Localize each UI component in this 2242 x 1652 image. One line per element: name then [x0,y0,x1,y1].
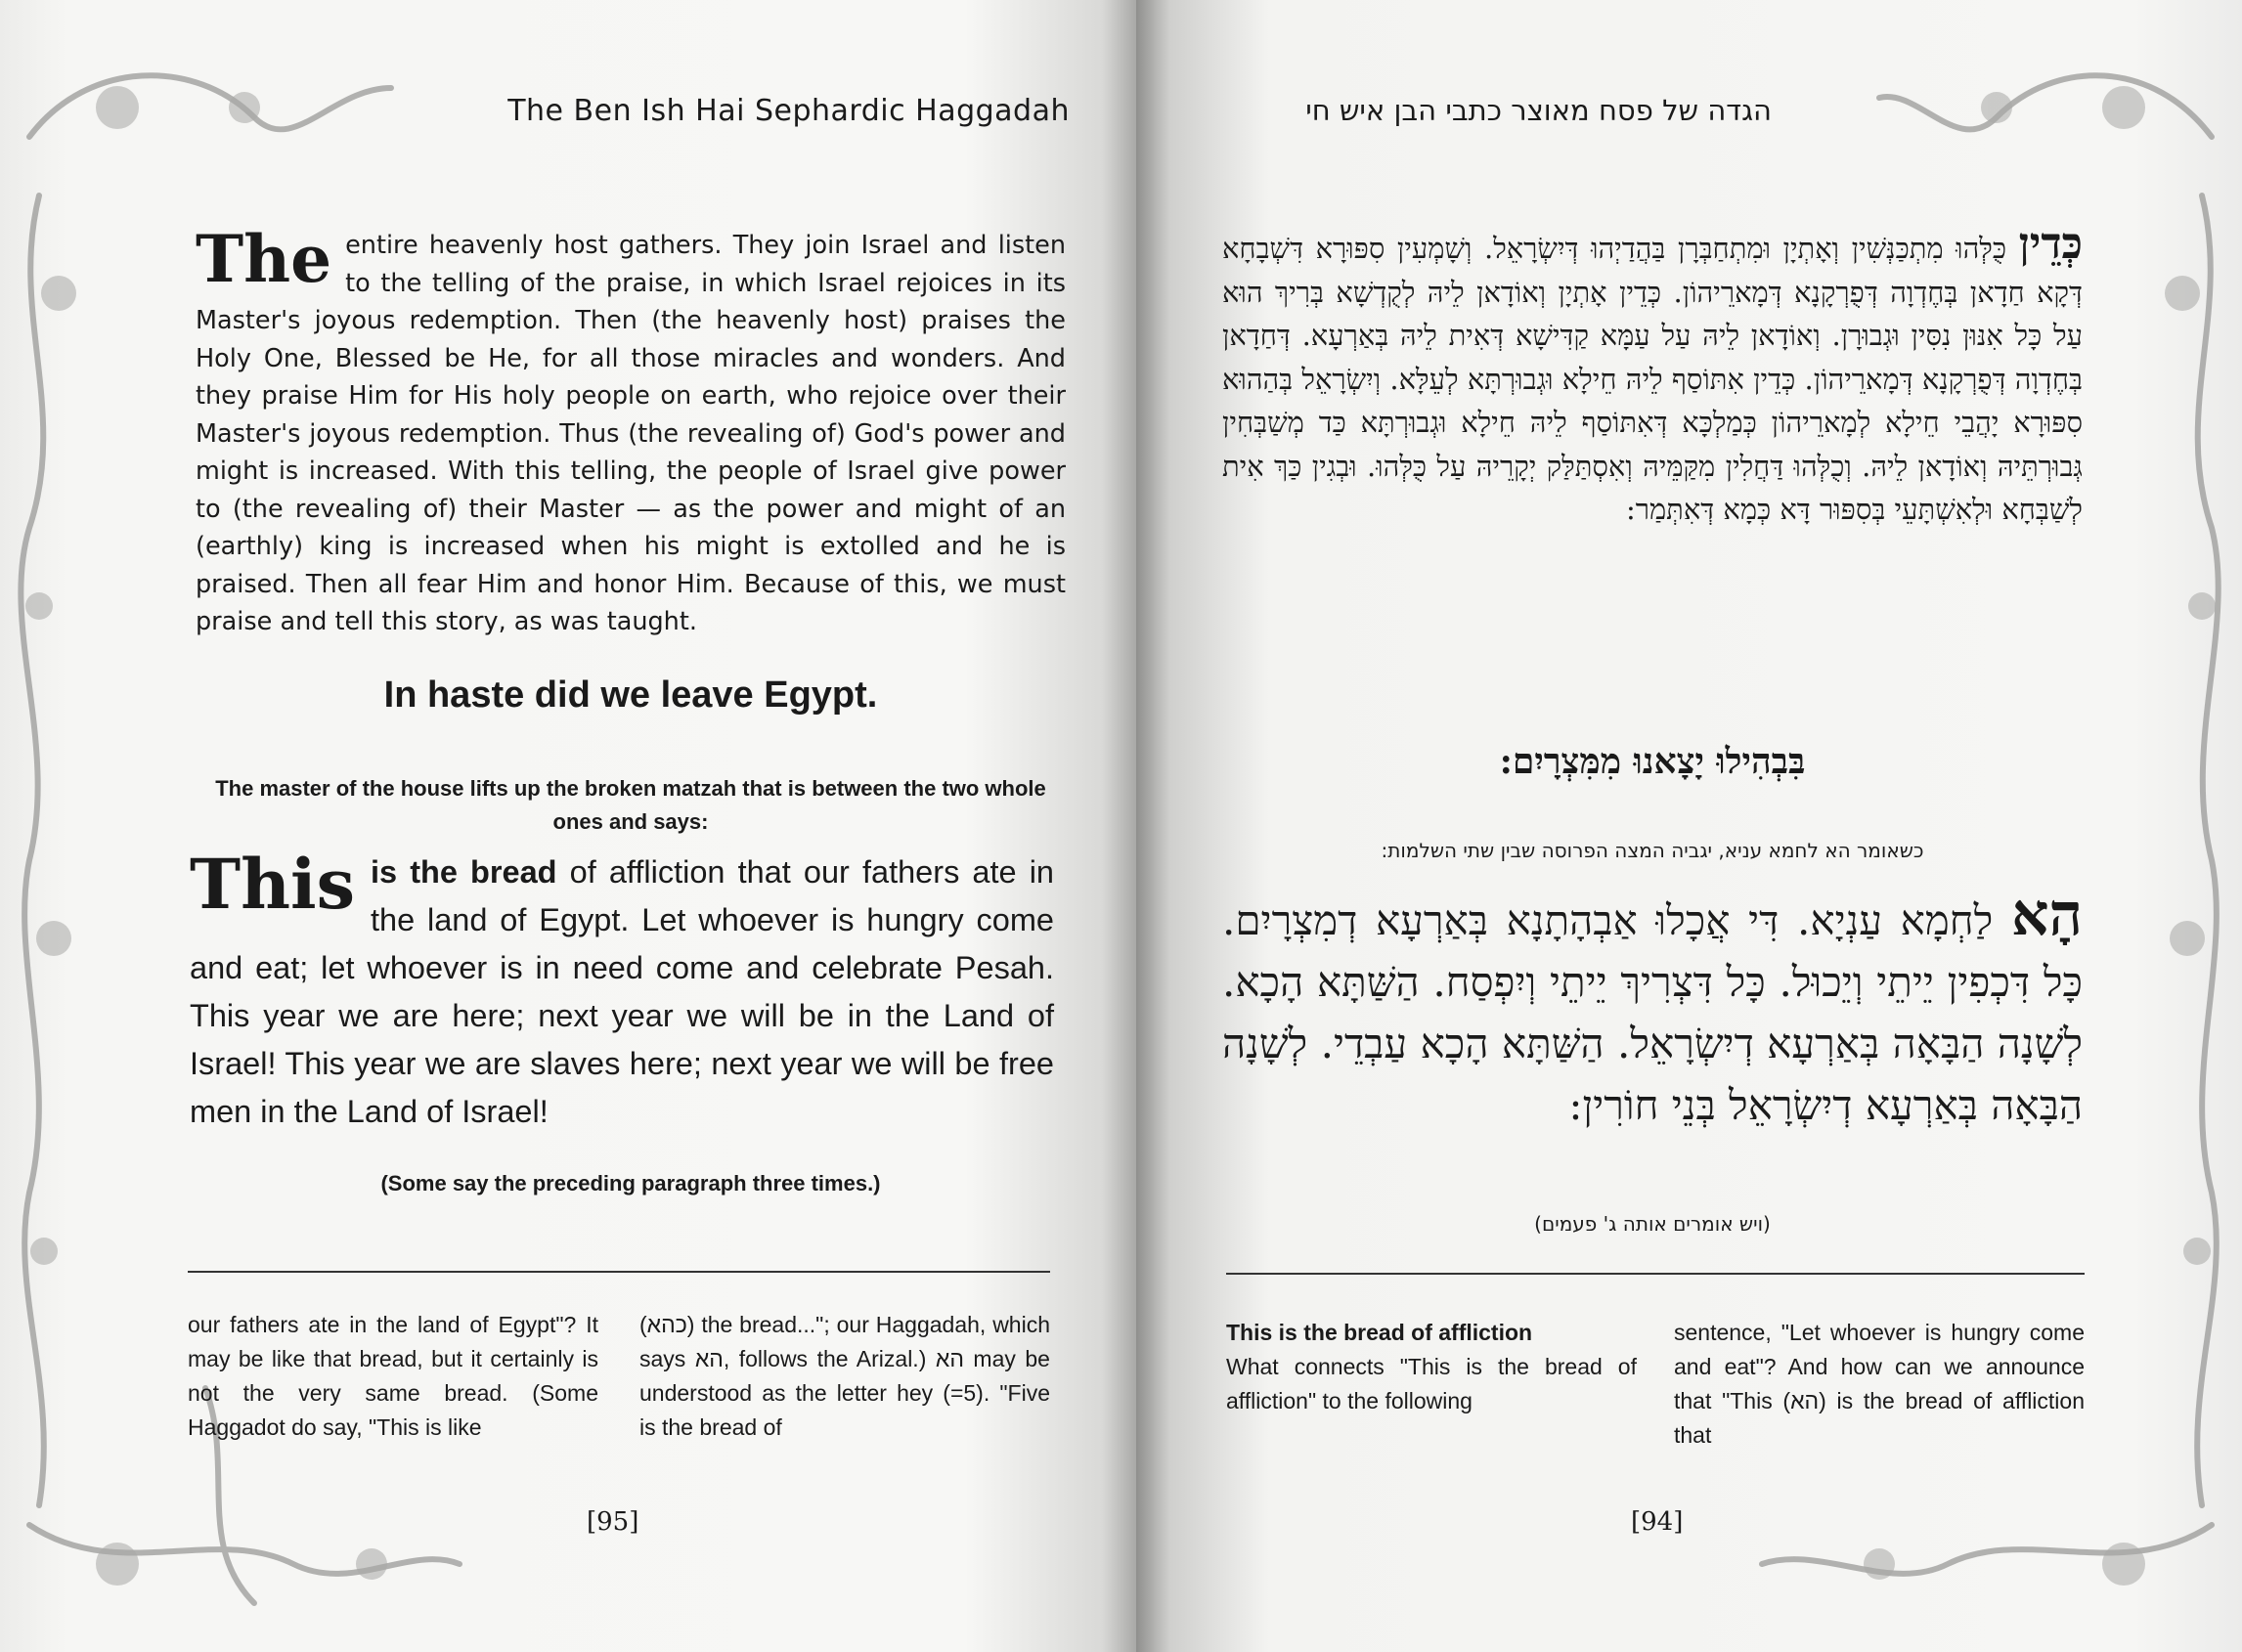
running-head: The Ben Ish Hai Sephardic Haggadah [507,94,1070,128]
intro-paragraph [196,221,1066,641]
running-head-hebrew: הגדה של פסח מאוצר כתבי הבן איש חי [1305,94,1772,127]
footnote-column-1 [1226,1316,1637,1418]
ritual-instruction: The master of the house lifts up the broken matzah that is between the two whole ones and says: [215,776,1046,834]
ha-lachma-anya [1222,881,2083,1136]
footnote-divider [188,1271,1050,1273]
footnote-divider [1226,1273,2085,1275]
dropcap: This [190,844,355,925]
intro-text: entire heavenly host gathers. They join Israel and listen to the telling of the praise, in which Israel rejoices in its Master's joyous redemption. Then (the heavenly host) praises the Holy One, Blessed be He, for all those miracles and wonders. And they praise Him for His holy people on earth, who rejoice over their Master's joyous redemption. Thus (the revealing of) God's power and might is increased. With this telling, the people of Israel give power to (the revealing of) their Master — as the power and might of an (earthly) king is increased when his might is extolled and he is praised. Then all fear Him and honor Him. Because of this, we must praise and tell this story, as was taught. [196,231,1066,636]
repeat-note: (Some say the preceding paragraph three times.) [380,1171,881,1196]
page-number: [94] [1631,1507,1684,1537]
bread-text: of affliction that our fathers ate in the land of Egypt. Let whoever is hungry come and eat; let whoever is in need come and celebrate Pesah. This year we are here; next year we will be in the Land of Israel! This year we are slaves here; next year we will be free men in the Land of Israel! [190,854,1055,1129]
footnote-column-2: (כהא) the bread..."; our Haggadah, which says הא, follows the Arizal.) הא may be understood as the letter hey (=5). "Five is the bread of [639,1312,1050,1440]
lead-word: הָא [2010,881,2083,949]
zohar-aramaic-paragraph [1222,219,2084,532]
ha-lachma-translation [190,844,1055,1136]
ritual-instruction-hebrew: כשאומר הא לחמא עניא, יגביה המצה הפרוסה שבין שתי השלמות: [1381,839,1924,862]
page-number: [95] [587,1507,639,1537]
lead-word: כְּדֵין [2018,219,2084,269]
footnote-text: What connects "This is the bread of affliction" to the following [1226,1354,1637,1413]
section-heading: In haste did we leave Egypt. [383,674,878,716]
repeat-note-hebrew: (ויש אומרים אותה ג' פעמים) [1534,1212,1771,1236]
footnote-column-2: sentence, "Let whoever is hungry come and eat"? And how can we announce that "This (הא) is the bread of affliction that [1674,1320,2085,1448]
footnote-column-1: our fathers ate in the land of Egypt"? It may be like that bread, but it certainly is not the very same bread. (Some Haggadot do say, "This is like [188,1312,598,1440]
dropcap: The [196,221,332,297]
aramaic-text: כֻּלְּהוּ מִתְכַּנְּשִׁין וְאָתְיָן וּמִתְחַבְּרָן בַּהֲדַיְהוּ דְּיִשְׂרָאֵל. וְשָׁמְעִין סִפּוּרָא דִּשְׁבָחָא דְּקָא חַדָאן בְּחֶדְוָה דְּפֻרְקָנָא דְּמָארֵיהוֹן. כְּדֵין אָתְיָן וְאוֹדָאן לֵיהּ לְקֻדְשָׁא בְּרִיךְ הוּא עַל כָּל אִנּוּן נִסִּין וּגְבוּרָן. וְאוֹדָאן לֵיהּ עַל עַמָּא קַדִּישָׁא דְּאִית לֵיהּ בְּאַרְעָא. דְּחַדָאן בְּחֶדְוָה דְּפֻרְקָנָא דְּמָארֵיהוֹן. כְּדֵין אִתּוֹסַף לֵיהּ חֵילָא וּגְבוּרְתָּא לְעֵלָּא. וְיִשְׂרָאֵל בְּהַהוּא סִפּוּרָא יָהֲבֵי חֵילָא לְמָארֵיהוֹן כְּמַלְכָּא דְּאִתּוֹסַף לֵיהּ חֵילָא וּגְבוּרְתָּא כַּד מְשַׁבְּחִין גְּבוּרְתֵּיהּ וְאוֹדָאן לֵיהּ. וְכֻלְּהוּ דַּחֲלִין מִקַּמֵּיהּ וְאִסְתַּלַּק יְקָרֵיהּ עַל כֻּלְּהוּ. וּבְגִין כַּךְ אִית לְשַׁבְּחָא וּלְאִשְׁתָּעֵי בְּסִפּוּר דָּא כְּמָא דְּאִתְּמַר: [1222,232,2083,526]
ha-lachma-text: לַחְמָא עַנְיָא. דִּי אֲכָלוּ אַבְהָתָנָא בְּאַרְעָא דְמִצְרָיִם. כָּל דִּכְפִין יֵיתֵי וְיֵכוּל. כָּל דִּצְרִיךְ יֵיתֵי וְיִפְסַח. הַשַּׁתָּא הָכָא. לְשָׁנָה הַבָּאָה בְּאַרְעָא דְיִשְׂרָאֵל. הַשַּׁתָּא הָכָא עַבְדֵי. לְשָׁנָה הַבָּאָה בְּאַרְעָא דְיִשְׂרָאֵל בְּנֵי חוֹרִין: [1222,896,2083,1129]
section-heading-hebrew: בִּבְהִילוּ יָצָאנוּ מִמִּצְרָיִם: [1499,741,1806,782]
lead-phrase: is the bread [370,854,557,890]
footnote-heading: This is the bread of affliction [1226,1320,1533,1345]
